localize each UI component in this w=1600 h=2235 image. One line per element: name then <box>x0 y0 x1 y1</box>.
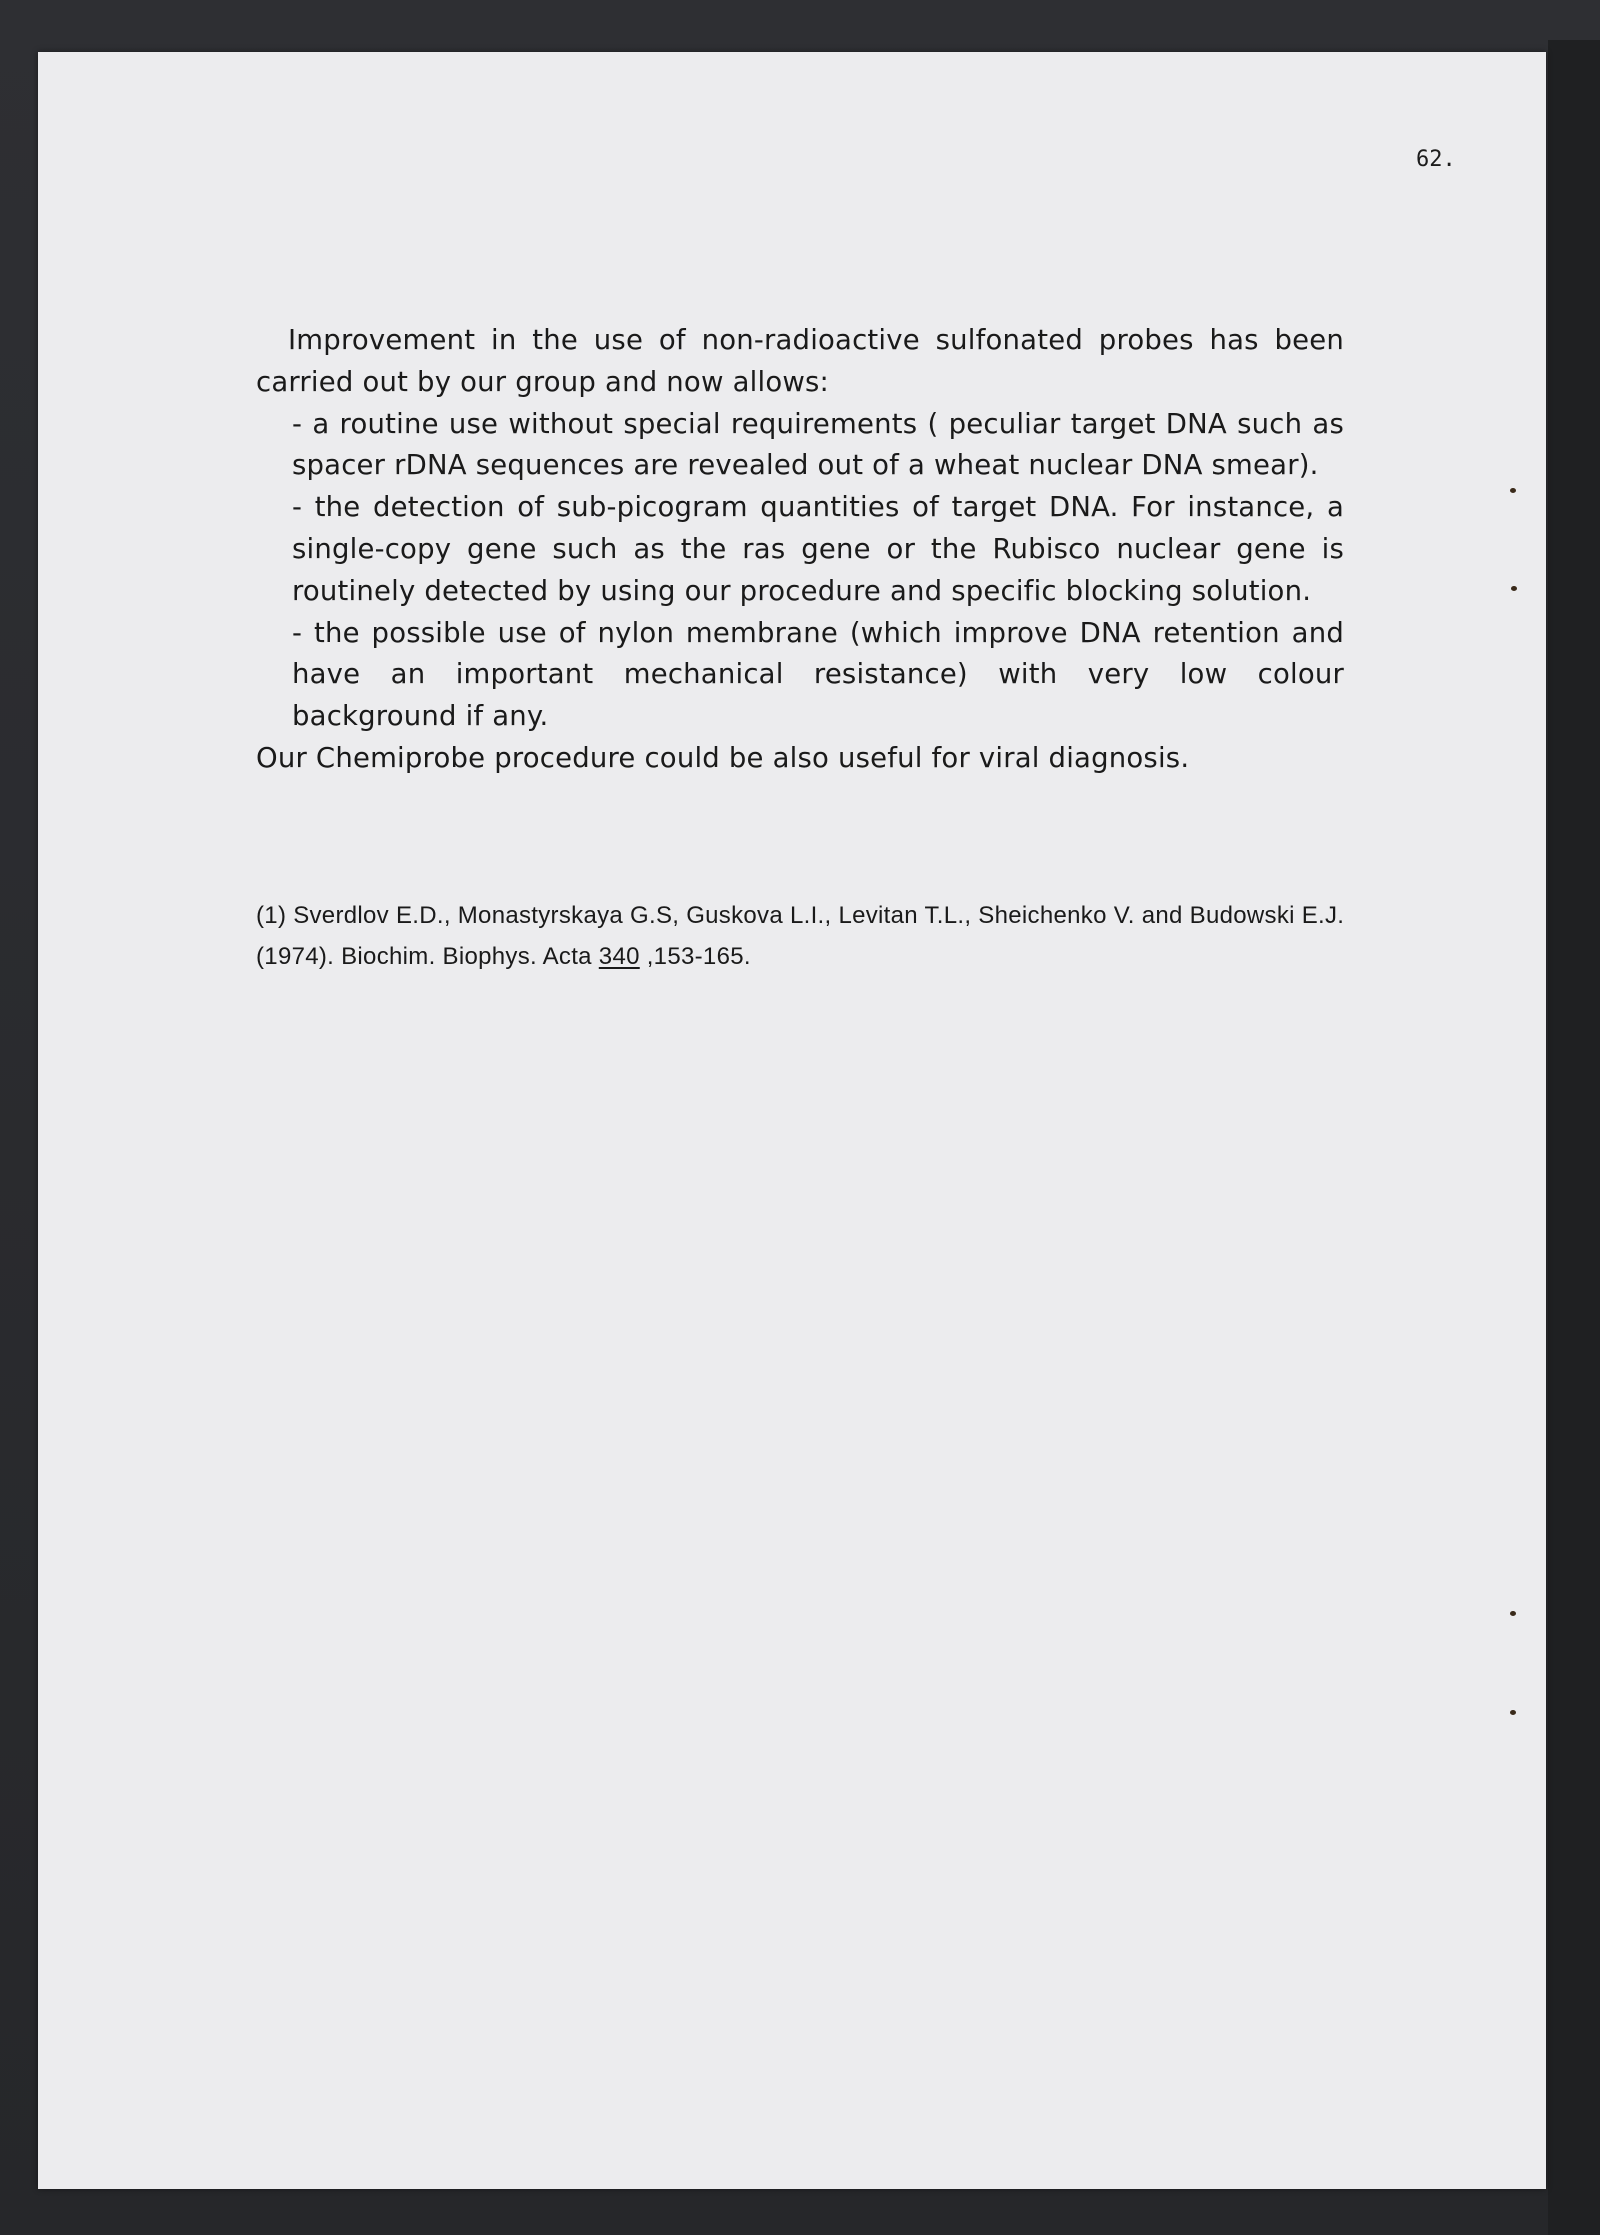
list-item-detection: - the detection of sub-picogram quantities of target DNA. For instance, a single-copy gene such as the ras gene or the Rubisco nuclear gene is routinely detected by using our procedure and specific blocking solution. <box>292 491 1344 607</box>
page-number: 62. <box>1416 147 1456 172</box>
paper-speck <box>1510 1710 1516 1715</box>
body-text <box>256 320 1344 780</box>
footnote-citation: (1) Sverdlov E.D., Monastyrskaya G.S, Guskova L.I., Levitan T.L., Sheichenko V. and Budowski E.J. (1974). Biochim. Biophys. Acta <box>256 902 1345 970</box>
intro-paragraph: Improvement in the use of non-radioactive sulfonated probes has been carried out by our group and now allows: <box>256 324 1344 398</box>
paper-speck <box>1510 1611 1516 1616</box>
footnote-pages: ,153-165. <box>639 943 751 970</box>
scan-edge-shadow <box>1548 40 1600 2235</box>
closing-sentence: Our Chemiprobe procedure could be also useful for viral diagnosis. <box>256 741 1190 774</box>
paper-speck <box>1510 488 1516 493</box>
document-page <box>38 52 1546 2189</box>
paper-speck <box>1511 586 1517 591</box>
list-item-nylon-membrane: - the possible use of nylon membrane (which improve DNA retention and have an important mechanical resistance) with very low colour background if any. <box>292 616 1344 733</box>
journal-volume: 340 <box>598 943 640 970</box>
footnote-reference <box>256 895 1356 977</box>
list-item-routine-use: - a routine use without special requirements ( peculiar target DNA such as spacer rDNA sequences are revealed out of a wheat nuclear DNA smear). <box>292 407 1344 482</box>
